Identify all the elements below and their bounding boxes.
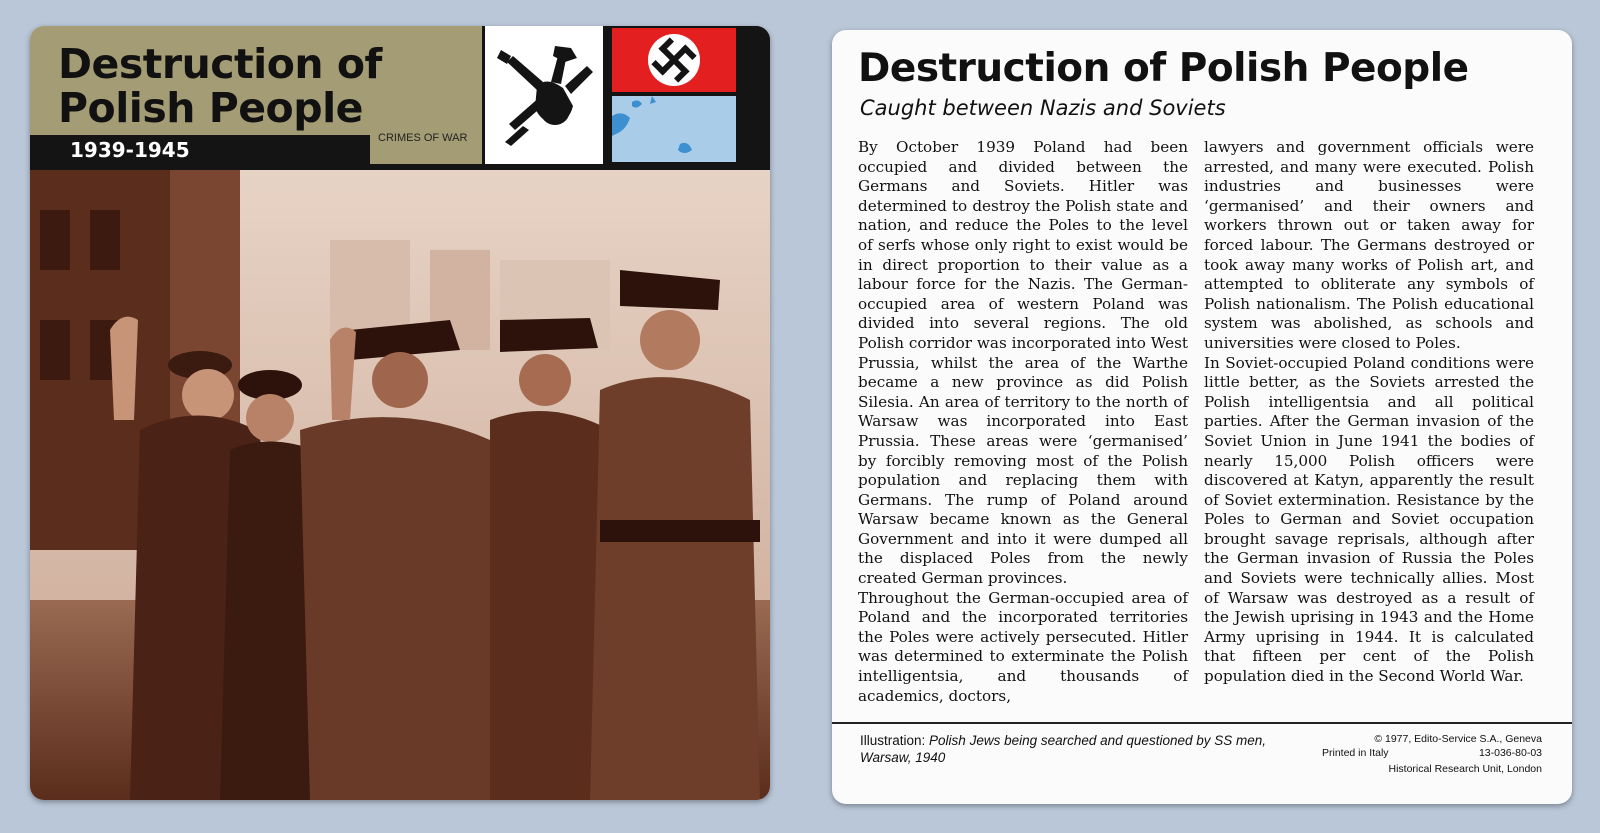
flag-panel bbox=[606, 26, 770, 164]
printed-location: Printed in Italy bbox=[1322, 747, 1389, 759]
illustration-caption: Polish Jews being searched and questioned by SS men, Warsaw, 1940 bbox=[860, 733, 1267, 765]
back-card bbox=[832, 30, 1572, 804]
front-header bbox=[30, 26, 770, 168]
illustration-label: Illustration: bbox=[860, 733, 926, 748]
body-column-right bbox=[1204, 138, 1534, 687]
footer-divider bbox=[832, 722, 1572, 724]
flag-edge bbox=[738, 26, 770, 164]
photo-scene bbox=[30, 170, 770, 800]
date-range: 1939-1945 bbox=[30, 135, 370, 165]
publisher-name: Historical Research Unit, London bbox=[1388, 763, 1542, 775]
category-icon-panel bbox=[482, 26, 606, 164]
body-paragraph: lawyers and government officials were arrested, and many were executed. Polish industries and businesses were ‘germanised’ and their owners and workers thrown out or taken away for forced labour. The Germans destroyed or took away many works of Polish art, and attempted to obliterate any symbols of Polish nationalism. The Polish educational system was abolished, as schools and universities were closed to Poles. bbox=[1204, 138, 1534, 352]
historical-photograph bbox=[30, 170, 770, 800]
falling-figure-icon bbox=[485, 26, 603, 164]
swastika-flag-icon bbox=[612, 28, 736, 92]
nazi-flag bbox=[612, 28, 736, 92]
print-info bbox=[1322, 746, 1542, 760]
body-paragraph: Throughout the German-occupied area of Poland and the incorporated territories the Poles were actively persecuted. Hitler was determined to exterminate the Polish intelligentsia, and thousands of academics, doctors, bbox=[858, 588, 1188, 705]
europe-map bbox=[612, 96, 736, 162]
map-icon bbox=[612, 96, 736, 162]
front-title bbox=[58, 42, 478, 130]
back-subtitle: Caught between Nazis and Soviets bbox=[860, 96, 1226, 120]
front-title-line1: Destruction of bbox=[58, 40, 382, 88]
card-code: 13-036-80-03 bbox=[1478, 747, 1542, 759]
body-paragraph: By October 1939 Poland had been occupied and divided between the Germans and Soviets. Hitler was determined to destroy the Polish state and nation, and reduce the Poles to the level of serfs whose only right to exist would be in direct proportion to their value as a labour force for the Nazis. The German-occupied area of western Poland was divided into several regions. The old Polish corridor was incorporated into West Prussia, whilst the area of the Warthe became a new province as did Polish Silesia. An area of territory to the north of Warsaw was incorporated into East Prussia. These areas were ‘germanised’ by forcibly removing most of the Polish population and replacing them with Germans. The rump of Poland around Warsaw became known as the General Government and into it were dumped all the displaced Poles from the newly created German provinces. bbox=[858, 138, 1188, 588]
front-card bbox=[30, 26, 770, 800]
copyright-notice: © 1977, Edito-Service S.A., Geneva bbox=[1374, 733, 1542, 745]
illustration-credit bbox=[860, 732, 1270, 766]
body-paragraph: In Soviet-occupied Poland conditions were little better, as the Soviets arrested the Polish intelligentsia and all political parties. After the German invasion of the Soviet Union in June 1941 the bodies of nearly 15,000 Polish officers were discovered at Katyn, apparently the result of Soviet extermination. Resistance by the Poles to German and Soviet occupation brought savage reprisals, although after the German invasion of Russia the Poles and Soviets were technically allies. Most of Warsaw was destroyed as a result of the Jewish uprising in 1943 and the Home Army uprising in 1944. It is calculated that fifteen per cent of the Polish population died in the Second World War. bbox=[1204, 353, 1534, 686]
body-column-left bbox=[858, 138, 1188, 706]
publisher-credits bbox=[1322, 732, 1542, 776]
front-title-line2: Polish People bbox=[58, 84, 363, 132]
category-label: CRIMES OF WAR bbox=[378, 132, 468, 144]
back-title: Destruction of Polish People bbox=[858, 46, 1469, 91]
